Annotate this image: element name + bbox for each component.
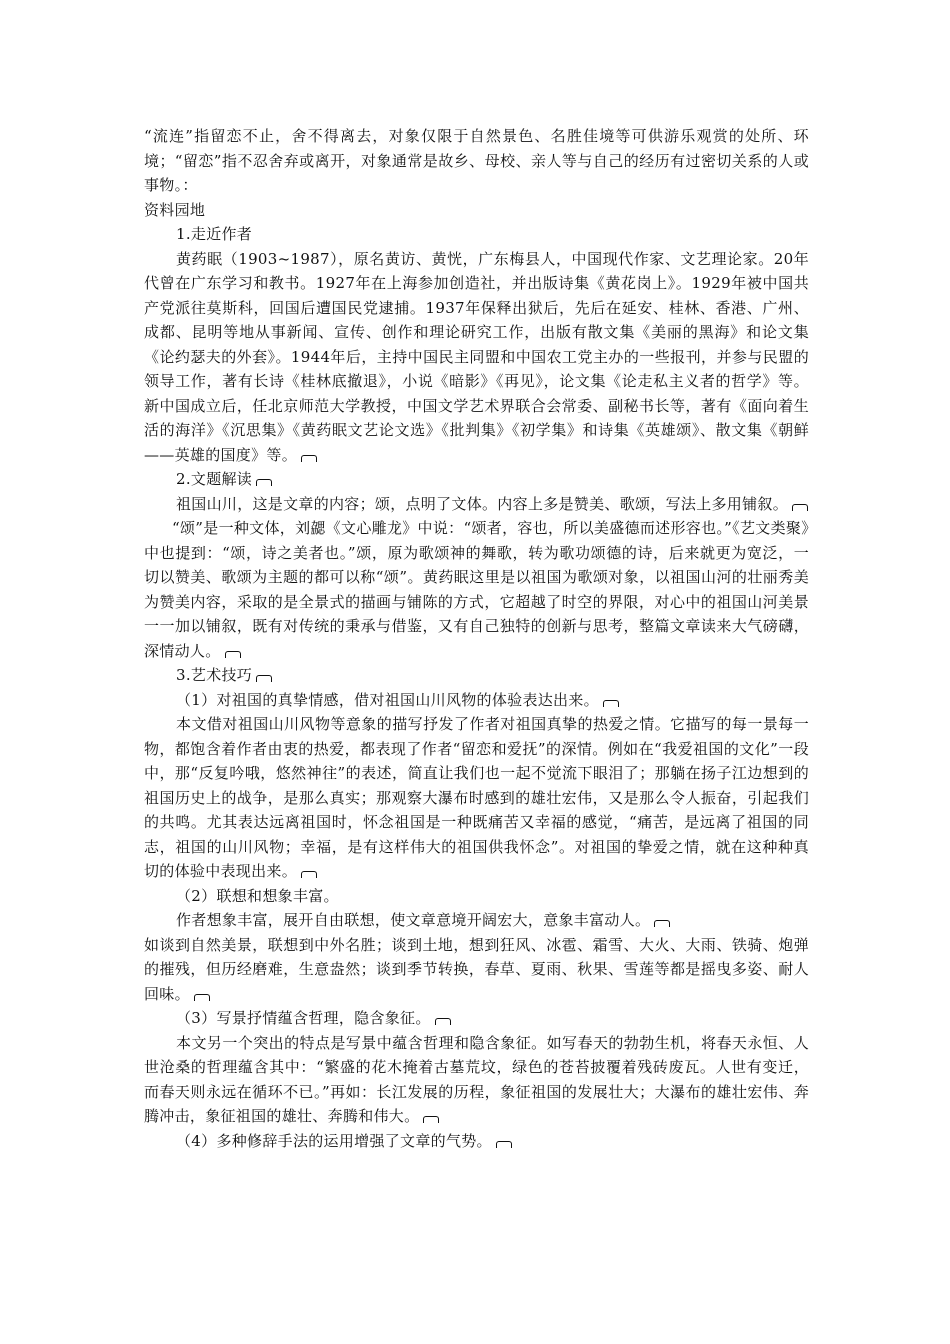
paragraph-text: 黄药眠（1903~1987），原名黄访、黄恍，广东梅县人，中国现代作家、文艺理论家。20年代曾在广东学习和教书。1927年在上海参加创造社，并出版诗集《黄花岗上》。1929年被中国共产党派往莫斯科，回国后遭国民党逮捕。1937年保释出狱后，先后在延安、桂林、香港、广州、成都、昆明等地从事新闻、宣传、创作和理论研究工作，出版有散文集《美丽的黑海》和论文集《论约瑟夫的外套》。1944年后，主持中国民主同盟和中国农工党主办的一些报刊，并参与民盟的领导工作，著有长诗《桂林底撤退》，小说《暗影》《再见》，论文集《论走私主义者的哲学》等。新中国成立后，任北京师范大学教授，中国文学艺术界联合会常委、副秘书长等，著有《面向着生活的海洋》《沉思集》《黄药眠文艺论文选》《批判集》《初学集》和诗集《英雄颂》、散文集《朝鲜——英雄的国度》等。 bbox=[144, 249, 809, 464]
paragraph-text: 本文另一个突出的特点是写景中蕴含哲理和隐含象征。如写春天的勃勃生机，将春天永恒、人世沧桑的哲理蕴含其中：“繁盛的花木掩着古墓荒坟，绿色的苍苔披覆着残砖废瓦。人世有变迁，而春天则永远在循环不已。”再如：长江发展的历程，象征祖国的发展壮大；大瀑布的雄壮宏伟、奔腾冲击，象征祖国的雄壮、奔腾和伟大。 bbox=[144, 1033, 809, 1125]
paragraph-text: 资料园地 bbox=[144, 200, 206, 219]
return-mark-icon bbox=[225, 651, 241, 658]
return-mark-icon bbox=[256, 675, 272, 682]
section-heading-resources bbox=[144, 198, 809, 223]
return-mark-icon bbox=[423, 1116, 439, 1123]
return-mark-icon bbox=[603, 700, 619, 707]
return-mark-icon bbox=[256, 479, 272, 486]
paragraph-title-meaning bbox=[144, 492, 809, 517]
paragraph-text: 本文借对祖国山川风物等意象的描写抒发了作者对祖国真挚的热爱之情。它描写的每一景每一物，都饱含着作者由衷的热爱，都表现了作者“留恋和爱抚”的深情。例如在“我爱祖国的文化”一段中，那“反复吟哦，悠然神往”的表述，简直让我们也一起不觉流下眼泪了；那躺在扬子江边想到的祖国历史上的战争，是那么真实；那观察大瀑布时感到的雄壮宏伟，又是那么令人振奋，引起我们的共鸣。尤其表达远离祖国时，怀念祖国是一种既痛苦又幸福的感觉，“痛苦，是远离了祖国的同志，祖国的山川风物；幸福，是有这样伟大的祖国供我怀念”。对祖国的挚爱之情，就在这种种真切的体验中表现出来。 bbox=[144, 715, 809, 880]
paragraph-song-genre bbox=[144, 516, 809, 663]
paragraph-text: （3）写景抒情蕴含哲理，隐含象征。 bbox=[176, 1009, 431, 1027]
paragraph-text: 3.艺术技巧 bbox=[176, 666, 253, 684]
paragraph-text: 祖国山川，这是文章的内容；颂，点明了文体。内容上多是赞美、歌颂，写法上多用铺叙。 bbox=[176, 494, 789, 513]
paragraph-text: 1.走近作者 bbox=[176, 225, 253, 243]
paragraph-technique-2-detail bbox=[144, 908, 809, 933]
return-mark-icon bbox=[496, 1141, 512, 1148]
paragraph-technique-3-detail bbox=[144, 1031, 809, 1129]
paragraph-author-bio bbox=[144, 247, 809, 468]
technique-point-2 bbox=[144, 884, 809, 909]
paragraph-text: 2.文题解读 bbox=[176, 470, 253, 488]
return-mark-icon bbox=[301, 871, 317, 878]
paragraph-technique-2-examples bbox=[144, 933, 809, 1007]
return-mark-icon bbox=[194, 994, 210, 1001]
technique-point-1 bbox=[144, 688, 809, 713]
paragraph-text: （1）对祖国的真挚情感，借对祖国山川风物的体验表达出来。 bbox=[176, 690, 599, 709]
technique-point-4 bbox=[144, 1129, 809, 1154]
paragraph-text: 作者想象丰富，展开自由联想，使文章意境开阔宏大，意象丰富动人。 bbox=[176, 911, 651, 929]
paragraph-liulian-definition bbox=[144, 124, 809, 198]
subheading-title-interpretation bbox=[144, 467, 809, 492]
paragraph-text: “颂”是一种文体，刘勰《文心雕龙》中说：“颂者，容也，所以美盛德而述形容也。”《艺文类聚》中也提到：“颂，诗之美者也。”颂，原为歌颂神的舞歌，转为歌功颂德的诗，后来就更为宽泛，一切以赞美、歌颂为主题的都可以称“颂”。黄药眠这里是以祖国为歌颂对象，以祖国山河的壮丽秀美为赞美内容，采取的是全景式的描画与铺陈的方式，它超越了时空的界限，对心中的祖国山河美景一一加以铺叙，既有对传统的秉承与借鉴，又有自己独特的创新与思考，整篇文章读来大气磅礴，深情动人。 bbox=[144, 519, 809, 660]
document-page bbox=[144, 124, 809, 1153]
subheading-artistic-technique bbox=[144, 663, 809, 688]
paragraph-text: “流连”指留恋不止，舍不得离去，对象仅限于自然景色、名胜佳境等可供游乐观赏的处所、环境；“留恋”指不忍舍弃或离开，对象通常是故乡、母校、亲人等与自己的经历有过密切关系的人或事物。： bbox=[144, 127, 809, 194]
return-mark-icon bbox=[435, 1018, 451, 1025]
return-mark-icon bbox=[654, 920, 670, 927]
technique-point-3 bbox=[144, 1006, 809, 1031]
paragraph-text: （4）多种修辞手法的运用增强了文章的气势。 bbox=[176, 1131, 492, 1150]
return-mark-icon bbox=[792, 504, 808, 511]
subheading-author bbox=[144, 222, 809, 247]
paragraph-technique-1-detail bbox=[144, 712, 809, 884]
paragraph-text: （2）联想和想象丰富。 bbox=[176, 886, 339, 905]
paragraph-text: 如谈到自然美景，联想到中外名胜；谈到土地，想到狂风、冰雹、霜雪、大火、大雨、铁骑、炮弹的摧残，但历经磨难，生意盎然；谈到季节转换，春草、夏雨、秋果、雪莲等都是摇曳多姿、耐人回味。 bbox=[144, 935, 809, 1003]
return-mark-icon bbox=[301, 455, 317, 462]
